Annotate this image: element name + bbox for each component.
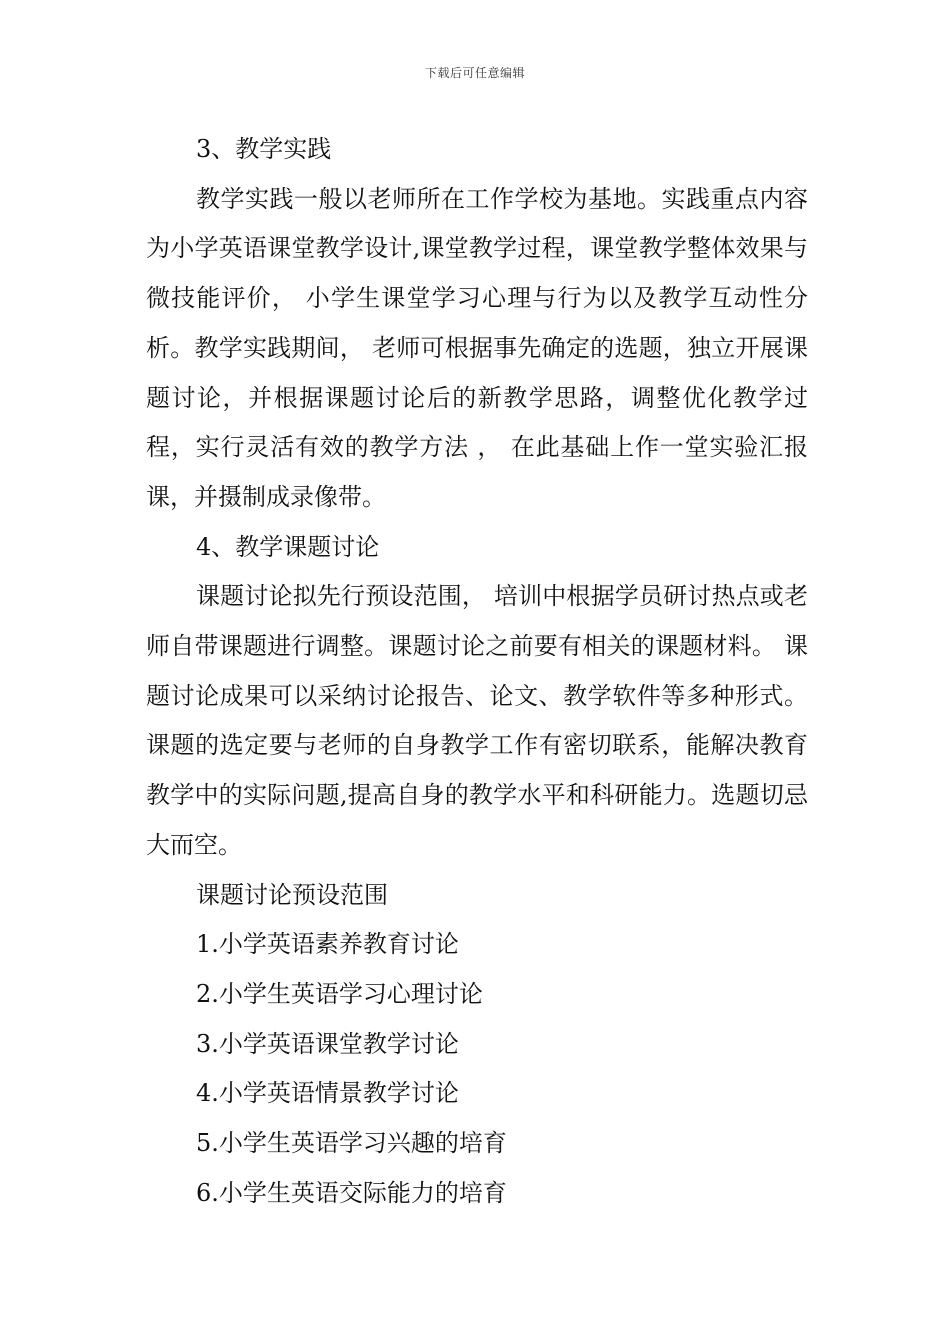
- topic-list-title: 课题讨论预设范围: [196, 880, 388, 909]
- topic-list-item: 5.小学生英语学习兴趣的培育: [196, 1129, 507, 1158]
- section-heading-research-topics: 4、教学课题讨论: [196, 532, 380, 561]
- document-body: [146, 125, 808, 1218]
- page-header: 下载后可任意编辑: [424, 66, 525, 80]
- section-paragraph-teaching-practice: 教学实践一般以老师所在工作学校为基地。实践重点内容为小学英语课堂教学设计,课堂教学过程，课堂教学整体效果与微技能评价， 小学生课堂学习心理与行为以及教学互动性分析。教学实践期间， 老师可根据事先确定的选题，独立开展课题讨论，并根据课题讨论后的新教学思路，调整优化教学过程，实行灵活有效的教学方法 ， 在此基础上作一堂实验汇报课，并摄制成录像带。: [146, 184, 808, 511]
- topic-list-item: 3.小学英语课堂教学讨论: [196, 1029, 459, 1058]
- topic-list-item: 4.小学英语情景教学讨论: [196, 1079, 459, 1108]
- topic-list-item: 6.小学生英语交际能力的培育: [196, 1178, 507, 1207]
- topic-list-item: 1.小学英语素养教育讨论: [196, 930, 459, 959]
- topic-list-item: 2.小学生英语学习心理讨论: [196, 979, 483, 1008]
- section-paragraph-research-topics: 课题讨论拟先行预设范围， 培训中根据学员研讨热点或老师自带课题进行调整。课题讨论之前要有相关的课题材料。 课题讨论成果可以采纳讨论报告、论文、教学软件等多种形式。 课题的选定要与老师的自身教学工作有密切联系，能解决教育教学中的实际问题,提高自身的教学水平和科研能力。选题切忌大而空。: [146, 582, 808, 859]
- section-heading-teaching-practice: 3、教学实践: [196, 135, 332, 163]
